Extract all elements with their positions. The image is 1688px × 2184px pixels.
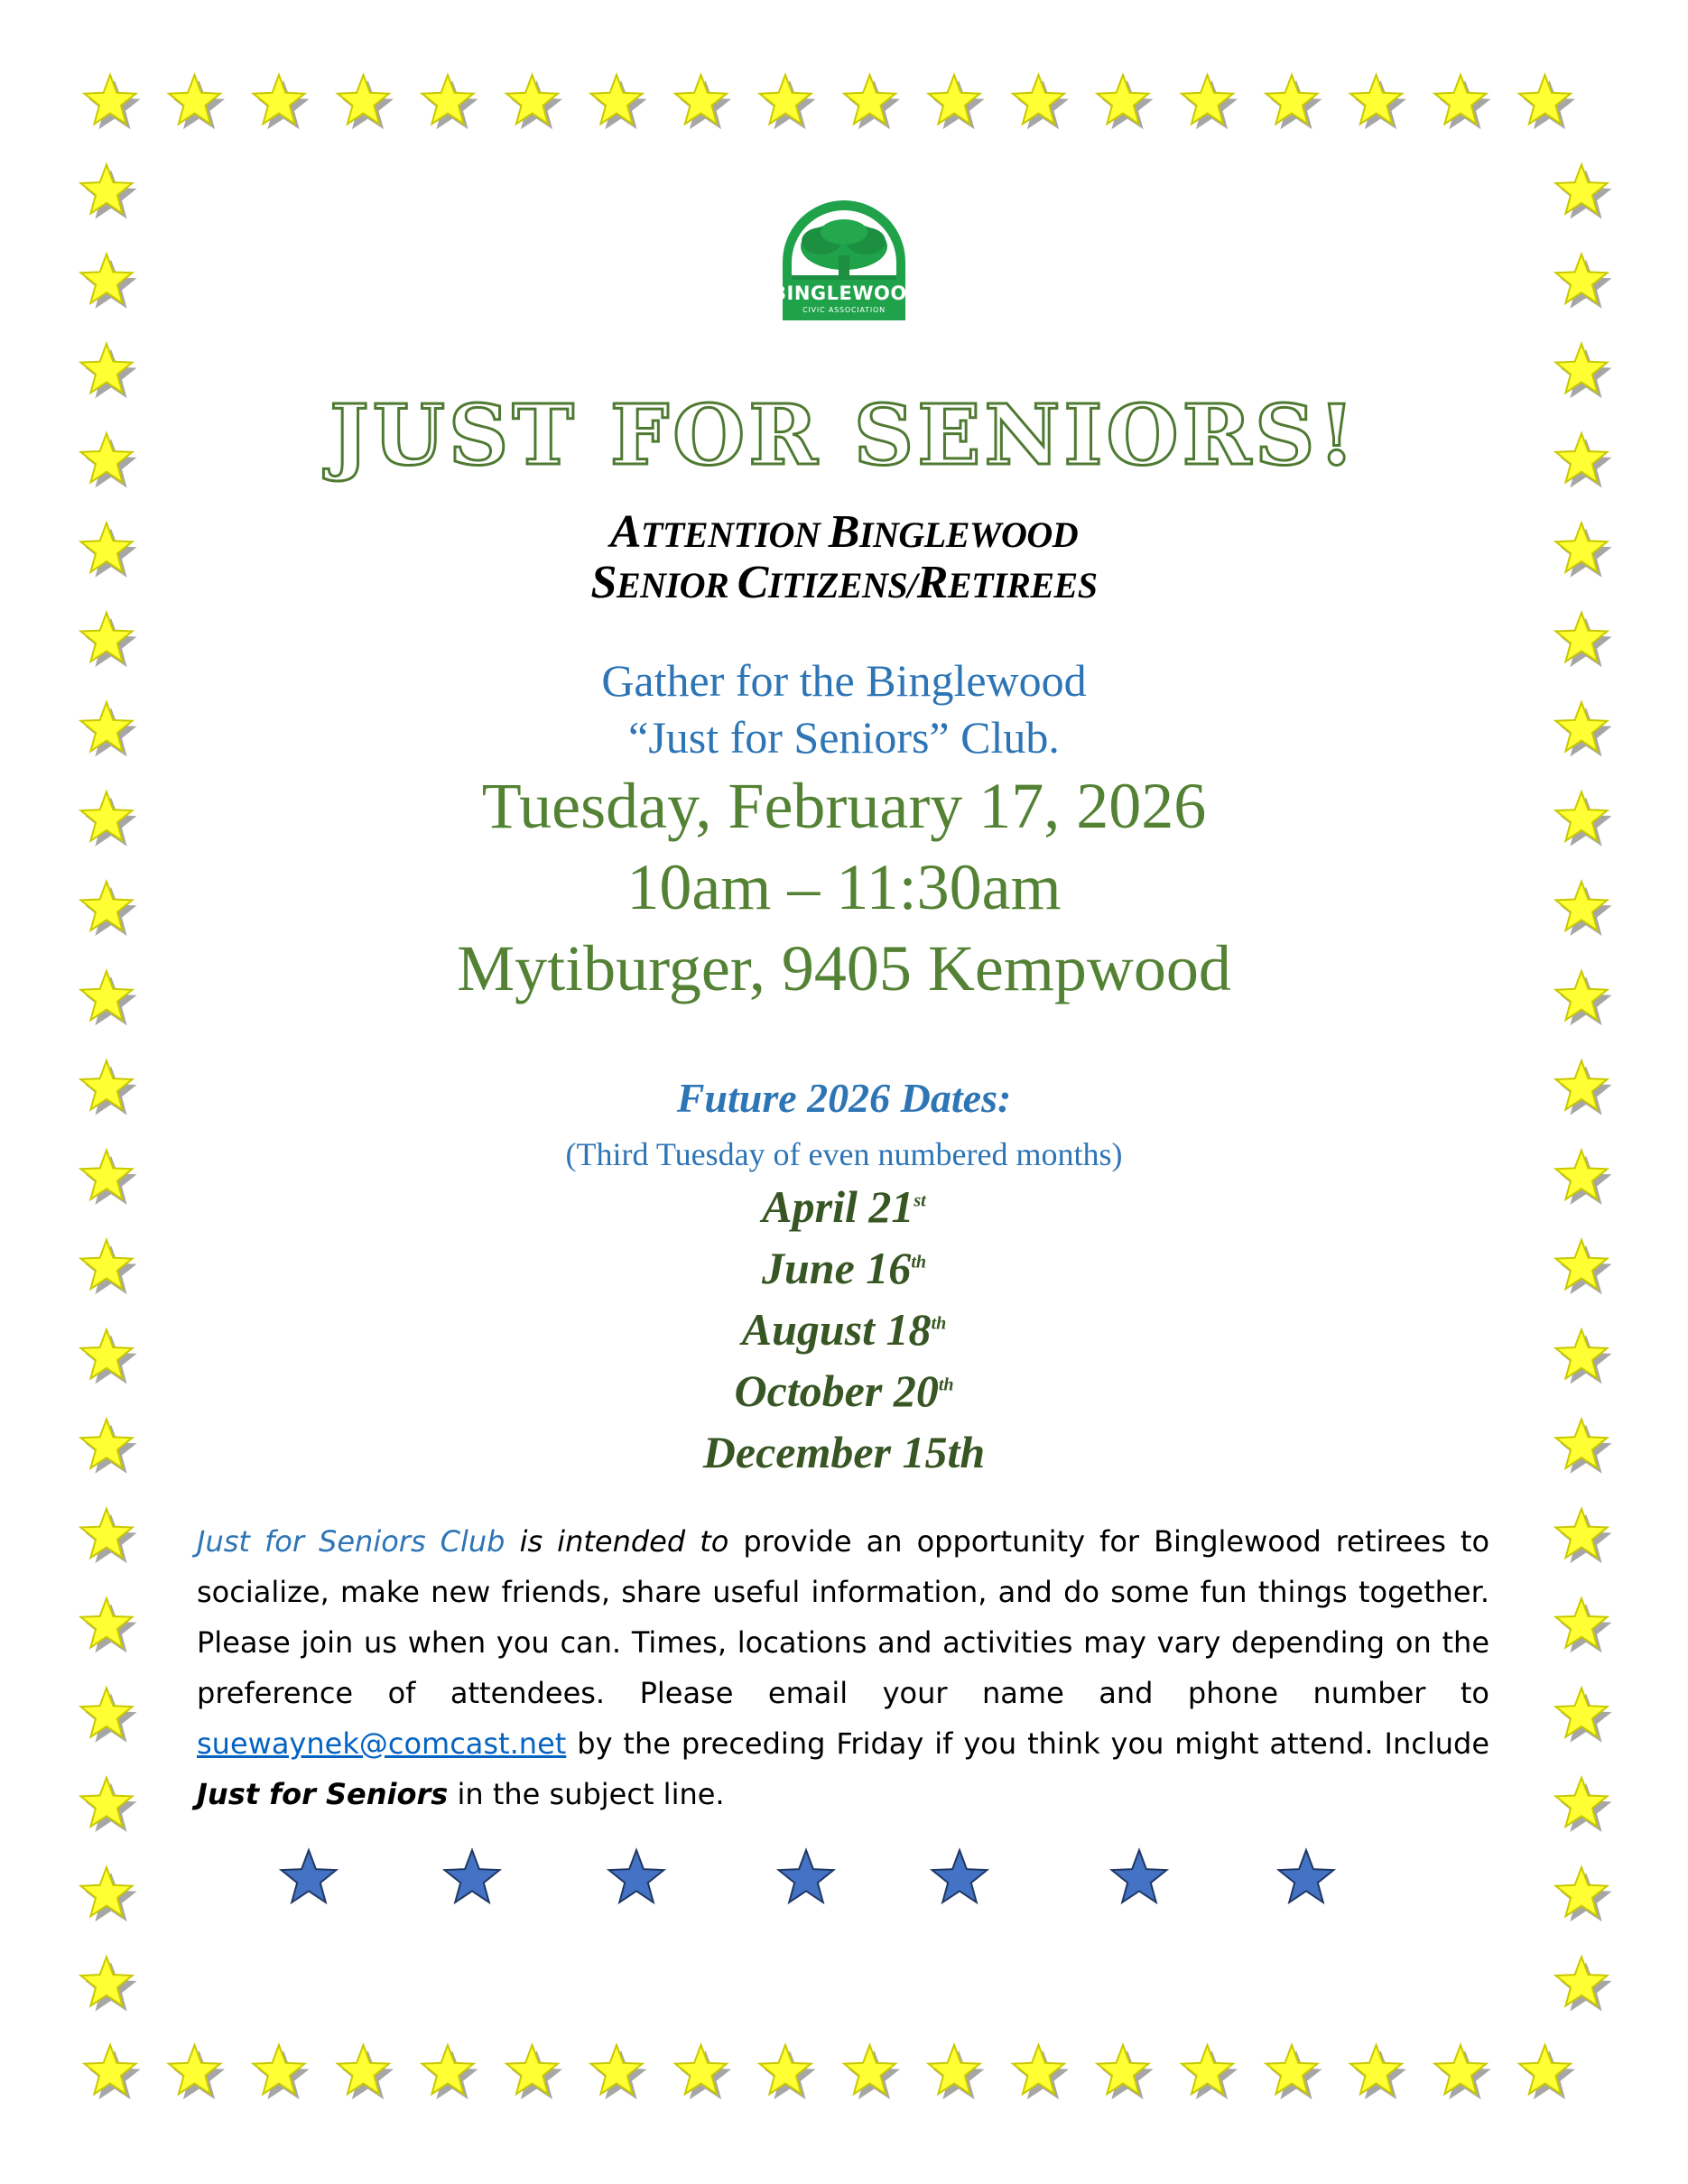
page-title: JUST FOR SENIORS! bbox=[329, 386, 1359, 484]
future-date: October 20th bbox=[734, 1365, 954, 1416]
attention-line-2: SENIOR CITIZENS/RETIREES bbox=[590, 557, 1098, 608]
future-dates-note: (Third Tuesday of even numbered months) bbox=[565, 1136, 1123, 1172]
future-date: December 15th bbox=[702, 1427, 986, 1477]
gather-line-1: Gather for the Binglewood bbox=[601, 655, 1087, 706]
intended-text: is intended to bbox=[519, 1524, 729, 1559]
blue-star-icon bbox=[609, 1850, 664, 1902]
blue-star-icon bbox=[445, 1850, 500, 1902]
future-date: August 18th bbox=[741, 1304, 947, 1355]
event-date: Tuesday, February 17, 2026 bbox=[481, 770, 1207, 842]
blue-star-icon bbox=[1112, 1850, 1167, 1902]
attention-line-1: ATTENTION BINGLEWOOD bbox=[609, 506, 1079, 558]
subject-name: Just for Seniors bbox=[197, 1777, 449, 1811]
body-part-2: by the preceding Friday if you think you might attend. Include bbox=[577, 1726, 1490, 1761]
blue-star-icon bbox=[932, 1850, 988, 1902]
blue-star-icon bbox=[1279, 1850, 1334, 1902]
club-name: Just for Seniors Club bbox=[197, 1524, 505, 1559]
event-time: 10am – 11:30am bbox=[626, 851, 1062, 923]
future-date: June 16th bbox=[762, 1243, 926, 1293]
logo-name: BINGLEWOOD bbox=[772, 282, 923, 304]
event-location: Mytiburger, 9405 Kempwood bbox=[457, 932, 1231, 1004]
blue-star-icon bbox=[779, 1850, 834, 1902]
blue-star-icon bbox=[282, 1850, 337, 1902]
body-part-3: in the subject line. bbox=[457, 1777, 725, 1811]
body-part-1: provide an opportunity for Binglewood retirees to socialize, make new friends, share useful information, and do some fun things together. Please join us when you can. Times, locations and activities may vary depending on the preference of attendees. Please email your name and phone number to bbox=[197, 1524, 1490, 1710]
logo-subtitle: CIVIC ASSOCIATION bbox=[802, 306, 886, 314]
email-link[interactable]: suewaynek@comcast.net bbox=[197, 1726, 567, 1761]
gather-line-2: “Just for Seniors” Club. bbox=[628, 712, 1060, 763]
future-date: April 21st bbox=[762, 1181, 926, 1232]
future-dates-heading: Future 2026 Dates: bbox=[676, 1075, 1012, 1121]
